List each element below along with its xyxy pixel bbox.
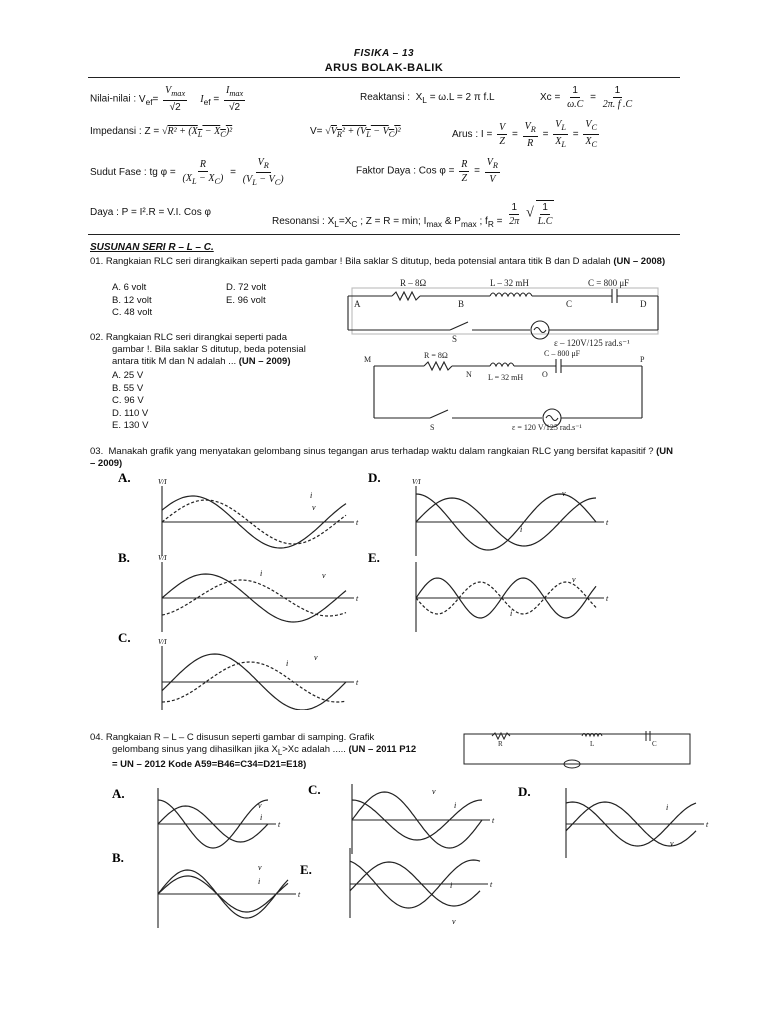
q4-graph-b-i-label: i <box>258 877 261 886</box>
q3-graph-b-label: B. <box>118 550 130 565</box>
resonansi-formula: Resonansi : $X_L=X_C$ ; Z = R = min; $I_{max}$ & $P_{max}$ ; $f_R$ = $\frac{1}{2\pi}$ √ $\frac{1}{L.C}$ <box>272 201 553 229</box>
q3-graph-b-i-label: i <box>260 569 263 578</box>
arus-formula: Arus : I = $\frac{V}{Z}$ = $\frac{V_R}{R}$ = $\frac{V_L}{X_L}$ = $\frac{V_C}{X_C}$ <box>452 119 598 149</box>
q1-node-c: C <box>566 299 573 309</box>
q1-option-e[interactable]: E. 96 volt <box>226 294 266 306</box>
q3-graph-d-label: D. <box>368 470 381 485</box>
q3-graph-b-t-label: t <box>356 594 359 603</box>
q1-switch-label: S <box>452 334 458 344</box>
q4-graph-e-v-label: v <box>452 917 456 926</box>
q1-node-d: D <box>640 299 647 309</box>
q4-graph-d <box>518 784 709 858</box>
q3-graph-c-v-label: v <box>314 653 318 662</box>
q1-circuit-diagram <box>340 274 670 350</box>
q4-graph-e-t-label: t <box>490 880 493 889</box>
q3-graph-e-t-label: t <box>606 594 609 603</box>
topic-title: ARUS BOLAK-BALIK <box>324 62 444 74</box>
q4-graph-a-i-label: i <box>260 813 263 822</box>
q4-graph-c-i-label: i <box>454 801 457 810</box>
q3-graph-b-vi-label: V/I <box>158 554 167 562</box>
q4-l-label: L <box>590 740 595 748</box>
q4-graph-c-t-label: t <box>492 816 495 825</box>
q4-r-label: R <box>498 740 503 748</box>
q1-r-label: R – 8Ω <box>400 278 427 288</box>
reaktansi-formula: Reaktansi : $X_L = \omega.L = 2$ π f.L <box>360 92 495 105</box>
faktor-daya-formula: Faktor Daya : Cos φ = $\frac{R}{Z}$ = $\frac{V_R}{V}$ <box>356 157 498 185</box>
q1-text: 01. Rangkaian RLC seri dirangkaikan seperti pada gambar ! Bila saklar S ditutup, beda potensial antara titik B dan D adalah (UN – 2008) <box>90 256 666 267</box>
q1-option-b[interactable]: B. 12 volt <box>112 294 152 306</box>
q4-graph-b-t-label: t <box>298 890 301 899</box>
q2-node-p: P <box>640 355 645 364</box>
vef-formula: $V_{ef}=$ $\frac{V_{max}}{√2}$ <box>138 85 186 113</box>
q3-graph-a-v-label: v <box>312 503 316 512</box>
q3-graphs <box>110 470 630 710</box>
q4-graph-a <box>112 786 281 858</box>
q3-graph-b <box>118 550 359 632</box>
q1-node-b: B <box>458 299 465 309</box>
q3-graph-a <box>118 470 359 556</box>
q3-graph-c-label: C. <box>118 630 131 645</box>
q4-graphs <box>110 776 710 936</box>
q3-graph-e-v-label: v <box>572 575 576 584</box>
q4-graph-c-label: C. <box>308 782 321 797</box>
q2-r-label: R = 8Ω <box>424 351 448 360</box>
q2-node-m: M <box>364 355 372 364</box>
q3-graph-e-i-label: i <box>510 609 513 618</box>
q2-option-b[interactable]: B. 55 V <box>112 382 144 394</box>
q2-text: 02. Rangkaian RLC seri dirangkai seperti pada gambar !. Bila saklar S ditutup, beda potensial antara titik M dan N adalah ... (UN – 2009) <box>90 332 306 367</box>
q3-graph-d-vi-label: V/I <box>412 478 421 486</box>
q2-node-n: N <box>466 370 472 379</box>
q2-source-label: ε = 120 V/125 rad.s⁻¹ <box>512 423 582 432</box>
q4-graph-d-label: D. <box>518 784 531 799</box>
subject-title: FISIKA – 13 <box>353 48 415 59</box>
q4-graph-d-t-label: t <box>706 820 709 829</box>
q2-c-label: C – 800 μF <box>544 349 581 358</box>
q3-graph-d <box>368 470 609 556</box>
q2-options <box>112 370 148 433</box>
q4-graph-a-t-label: t <box>278 820 281 829</box>
q2-option-a[interactable]: A. 25 V <box>112 370 144 381</box>
q3-graph-b-v-label: v <box>322 571 326 580</box>
q3-graph-e <box>368 550 609 632</box>
q3-graph-c-vi-label: V/I <box>158 638 167 646</box>
ief-formula: $I_{ef}$ = $\frac{I_{max}}{√2}$ <box>200 85 244 113</box>
q1-option-d[interactable]: D. 72 volt <box>226 282 267 293</box>
q2-node-o: O <box>542 370 548 379</box>
q2-option-c[interactable]: C. 96 V <box>112 395 144 406</box>
q3-graph-d-t-label: t <box>606 518 609 527</box>
q3-graph-c-t-label: t <box>356 678 359 687</box>
q4-graph-a-label: A. <box>112 786 125 801</box>
q4-graph-c-v-label: v <box>432 787 436 796</box>
q3-graph-d-v-label: v <box>562 489 566 498</box>
q4-graph-e-label: E. <box>300 862 312 877</box>
q2-switch-label: S <box>430 423 435 432</box>
daya-formula: Daya : P = I².R = V.I. Cos φ <box>90 207 211 218</box>
q1-l-label: L – 32 mH <box>490 278 529 288</box>
q3-graph-c-i-label: i <box>286 659 289 668</box>
q4-text: 04. Rangkaian R – L – C disusun seperti gambar di samping. Grafik gelombang sinus yang dihasilkan jika $X_L>Xc$ adalah ..... (UN – 2011 P12 = UN – 2012 Kode A59=B46=C34=D21=E18) <box>90 732 417 770</box>
q1-options-col2 <box>226 282 266 307</box>
q3-graph-c <box>118 630 359 710</box>
q4-graph-e-i-label: i <box>450 881 453 890</box>
q4-graph-d-v-label: v <box>670 839 674 848</box>
section-title: SUSUNAN SERI R – L – C. <box>90 242 214 253</box>
q2-circuit-diagram <box>362 348 662 432</box>
q4-graph-e <box>300 848 493 926</box>
q4-c-label: C <box>652 740 657 748</box>
q4-circuit-diagram <box>462 730 694 772</box>
sudut-fase-formula: Sudut Fase : tg φ = $\frac{R}{(X_L - X_C)}$ = $\frac{V_R}{(V_L - V_C)}$ <box>90 157 284 187</box>
q2-option-d[interactable]: D. 110 V <box>112 407 149 419</box>
q1-c-label: C = 800 μF <box>588 278 630 288</box>
q4-graph-c <box>308 782 495 854</box>
header-rule <box>88 77 680 78</box>
q1-option-a[interactable]: A. 6 volt <box>112 282 147 293</box>
impedansi-formula: Impedansi : $Z = √R^2 + (X_L - X_C)^2$ <box>90 126 233 139</box>
q3-graph-d-i-label: i <box>520 525 523 534</box>
q3-graph-a-vi-label: V/I <box>158 478 167 486</box>
q1-options-col1 <box>112 282 152 320</box>
q4-graph-d-i-label: i <box>666 803 669 812</box>
q2-l-label: L = 32 mH <box>488 373 524 382</box>
q3-graph-a-label: A. <box>118 470 131 485</box>
q3-graph-a-i-label: i <box>310 491 313 500</box>
q3-graph-e-label: E. <box>368 550 380 565</box>
q4-graph-a-v-label: v <box>258 801 262 810</box>
q3-text: 03. Manakah grafik yang menyatakan gelombang sinus tegangan arus terhadap waktu dalam rangkaian RLC yang bersifat kapasitif ? (UN – 2009) <box>90 446 674 469</box>
q1-node-a: A <box>354 299 361 309</box>
q2-option-e[interactable]: E. 130 V <box>112 420 149 431</box>
formula-rule <box>88 234 680 235</box>
nilai-label: Nilai-nilai : <box>90 93 137 105</box>
q1-source-label: ε – 120V/125 rad.s⁻¹ <box>554 338 630 348</box>
xc-formula: Xc = $\frac{1}{\omega.C}$ = $\frac{1}{2\pi. f .C}$ <box>540 85 633 110</box>
q3-graph-a-t-label: t <box>356 518 359 527</box>
q4-graph-b-v-label: v <box>258 863 262 872</box>
q4-graph-b <box>112 850 301 928</box>
v-formula: $V= √V_R^2 + (V_L - V_C)^2$ <box>310 126 401 139</box>
formula-row-1 <box>90 84 247 114</box>
q4-graph-b-label: B. <box>112 850 124 865</box>
q1-option-c[interactable]: C. 48 volt <box>112 307 153 318</box>
